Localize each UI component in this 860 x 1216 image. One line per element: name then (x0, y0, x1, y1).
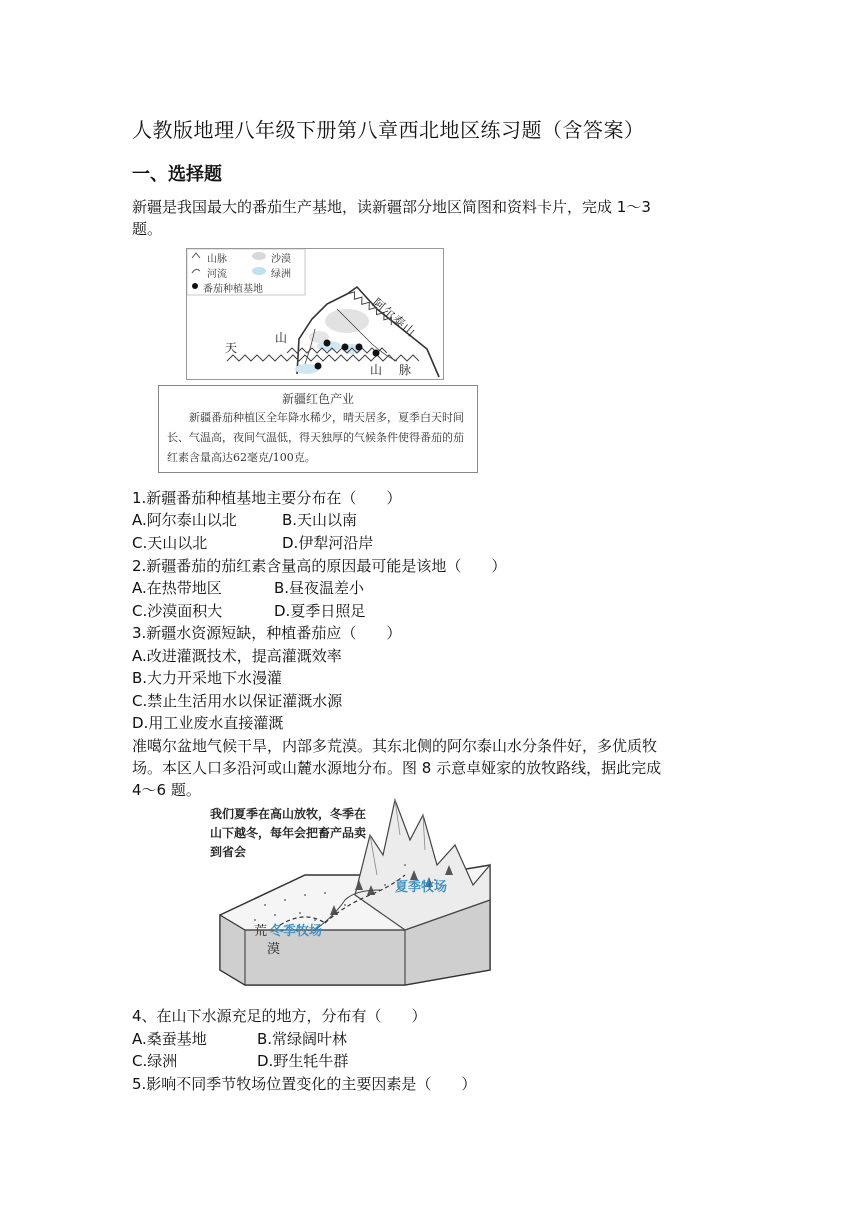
question-2-option-c: C.沙漠面积大 (132, 602, 223, 620)
info-card-text: 新疆番茄种植区全年降水稀少，晴天居多，夏季白天时间长、气温高，夜间气温低，得天独厚的气候条件使得番茄的茄红素含量高达62毫克/100克。 (167, 411, 464, 464)
label-shan-2: 山 (370, 363, 383, 377)
question-2-option-d: D.夏季日照足 (274, 602, 366, 620)
legend-oasis: 绿洲 (271, 269, 291, 280)
question-2-option-b: B.昼夜温差小 (274, 579, 365, 597)
legend-river: 河流 (207, 269, 227, 280)
question-2-stem: 2.新疆番茄的茄红素含量高的原因最可能是该地（ ） (132, 557, 507, 575)
question-4-option-c: C.绿洲 (132, 1052, 178, 1070)
summer-pasture-label: 夏季牧场 (395, 880, 448, 895)
question-1-option-a: A.阿尔泰山以北 (132, 511, 237, 529)
intro-paragraph-2-line-1: 准噶尔盆地气候干旱，内部多荒漠。其东北侧的阿尔泰山水分条件好，多优质牧 (132, 737, 658, 755)
info-card-title: 新疆红色产业 (281, 392, 354, 406)
herder-speech-text: 我们夏季在高山放牧，冬季在山下越冬，每年会把畜产品卖到省会 (210, 807, 367, 859)
desert-label-1: 荒 (254, 924, 268, 939)
label-tian: 天 (225, 341, 238, 355)
document-title: 人教版地理八年级下册第八章西北地区练习题（含答案） (132, 118, 645, 142)
question-4-stem: 4、在山下水源充足的地方，分布有（ ） (132, 1007, 427, 1025)
question-3-option-c: C.禁止生活用水以保证灌溉水源 (132, 692, 343, 710)
question-1-option-c: C.天山以北 (132, 534, 208, 552)
intro-paragraph-1-line-1: 新疆是我国最大的番茄生产基地，读新疆部分地区简图和资料卡片，完成 1～3 (132, 198, 651, 216)
legend-mountain: 山脉 (207, 254, 227, 265)
question-1-stem: 1.新疆番茄种植基地主要分布在（ ） (132, 489, 402, 507)
intro-paragraph-2-line-2: 场。本区人口多沿河或山麓水源地分布。图 8 示意卓娅家的放牧路线，据此完成 (132, 759, 662, 777)
label-mai: 脉 (399, 363, 412, 377)
section-heading: 一、选择题 (132, 164, 222, 185)
legend-tomato-base: 番茄种植基地 (203, 284, 263, 295)
question-3-stem: 3.新疆水资源短缺，种植番茄应（ ） (132, 624, 402, 642)
question-2-option-a: A.在热带地区 (132, 579, 222, 597)
question-4-option-b: B.常绿阔叶林 (257, 1030, 348, 1048)
xinjiang-map-figure (186, 248, 444, 380)
info-card (158, 385, 478, 473)
question-3-option-b: B.大力开采地下水漫灌 (132, 669, 283, 687)
question-3-option-a: A.改进灌溉技术，提高灌溉效率 (132, 647, 342, 665)
question-5-stem: 5.影响不同季节牧场位置变化的主要因素是（ ） (132, 1075, 477, 1093)
legend-desert: 沙漠 (271, 254, 291, 265)
intro-paragraph-2-line-3: 4～6 题。 (132, 781, 201, 799)
desert-label-2: 漠 (267, 942, 281, 957)
question-4-option-d: D.野生牦牛群 (257, 1052, 349, 1070)
label-shan-1: 山 (275, 331, 288, 345)
label-altay-mountains: 阿尔泰山 (369, 295, 419, 340)
question-4-option-a: A.桑蚕基地 (132, 1030, 207, 1048)
winter-pasture-label: 冬季牧场 (270, 924, 323, 939)
intro-paragraph-1-line-2: 题。 (132, 220, 163, 238)
question-3-option-d: D.用工业废水直接灌溉 (132, 714, 284, 732)
question-1-option-d: D.伊犁河沿岸 (282, 534, 374, 552)
question-1-option-b: B.天山以南 (282, 511, 358, 529)
